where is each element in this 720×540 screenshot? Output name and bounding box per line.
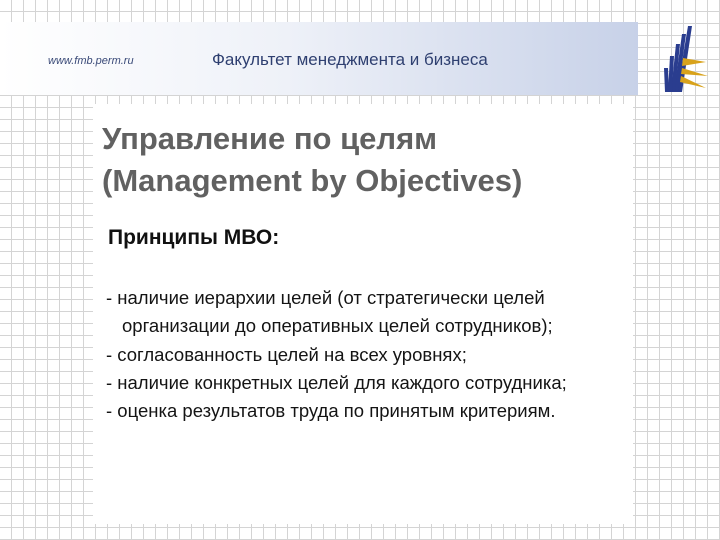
header-url: www.fmb.perm.ru — [48, 55, 134, 67]
list-item: - наличие иерархии целей (от стратегически целей организации до оперативных целей сотрудников); — [106, 287, 553, 337]
slide-title-line-1: Управление по целям — [102, 121, 438, 156]
list-item: - оценка результатов труда по принятым критериям. — [106, 400, 556, 422]
principles-list — [106, 284, 646, 425]
list-item: - наличие конкретных целей для каждого сотрудника; — [106, 371, 567, 393]
slide-title — [102, 118, 662, 202]
faculty-name: Факультет менеджмента и бизнеса — [212, 50, 488, 69]
university-logo-icon — [648, 22, 712, 98]
slide-title-line-2: (Management by Objectives) — [102, 163, 523, 198]
list-item: - согласованность целей на всех уровнях; — [106, 343, 467, 365]
slide-subtitle: Принципы МВО: — [108, 226, 280, 249]
